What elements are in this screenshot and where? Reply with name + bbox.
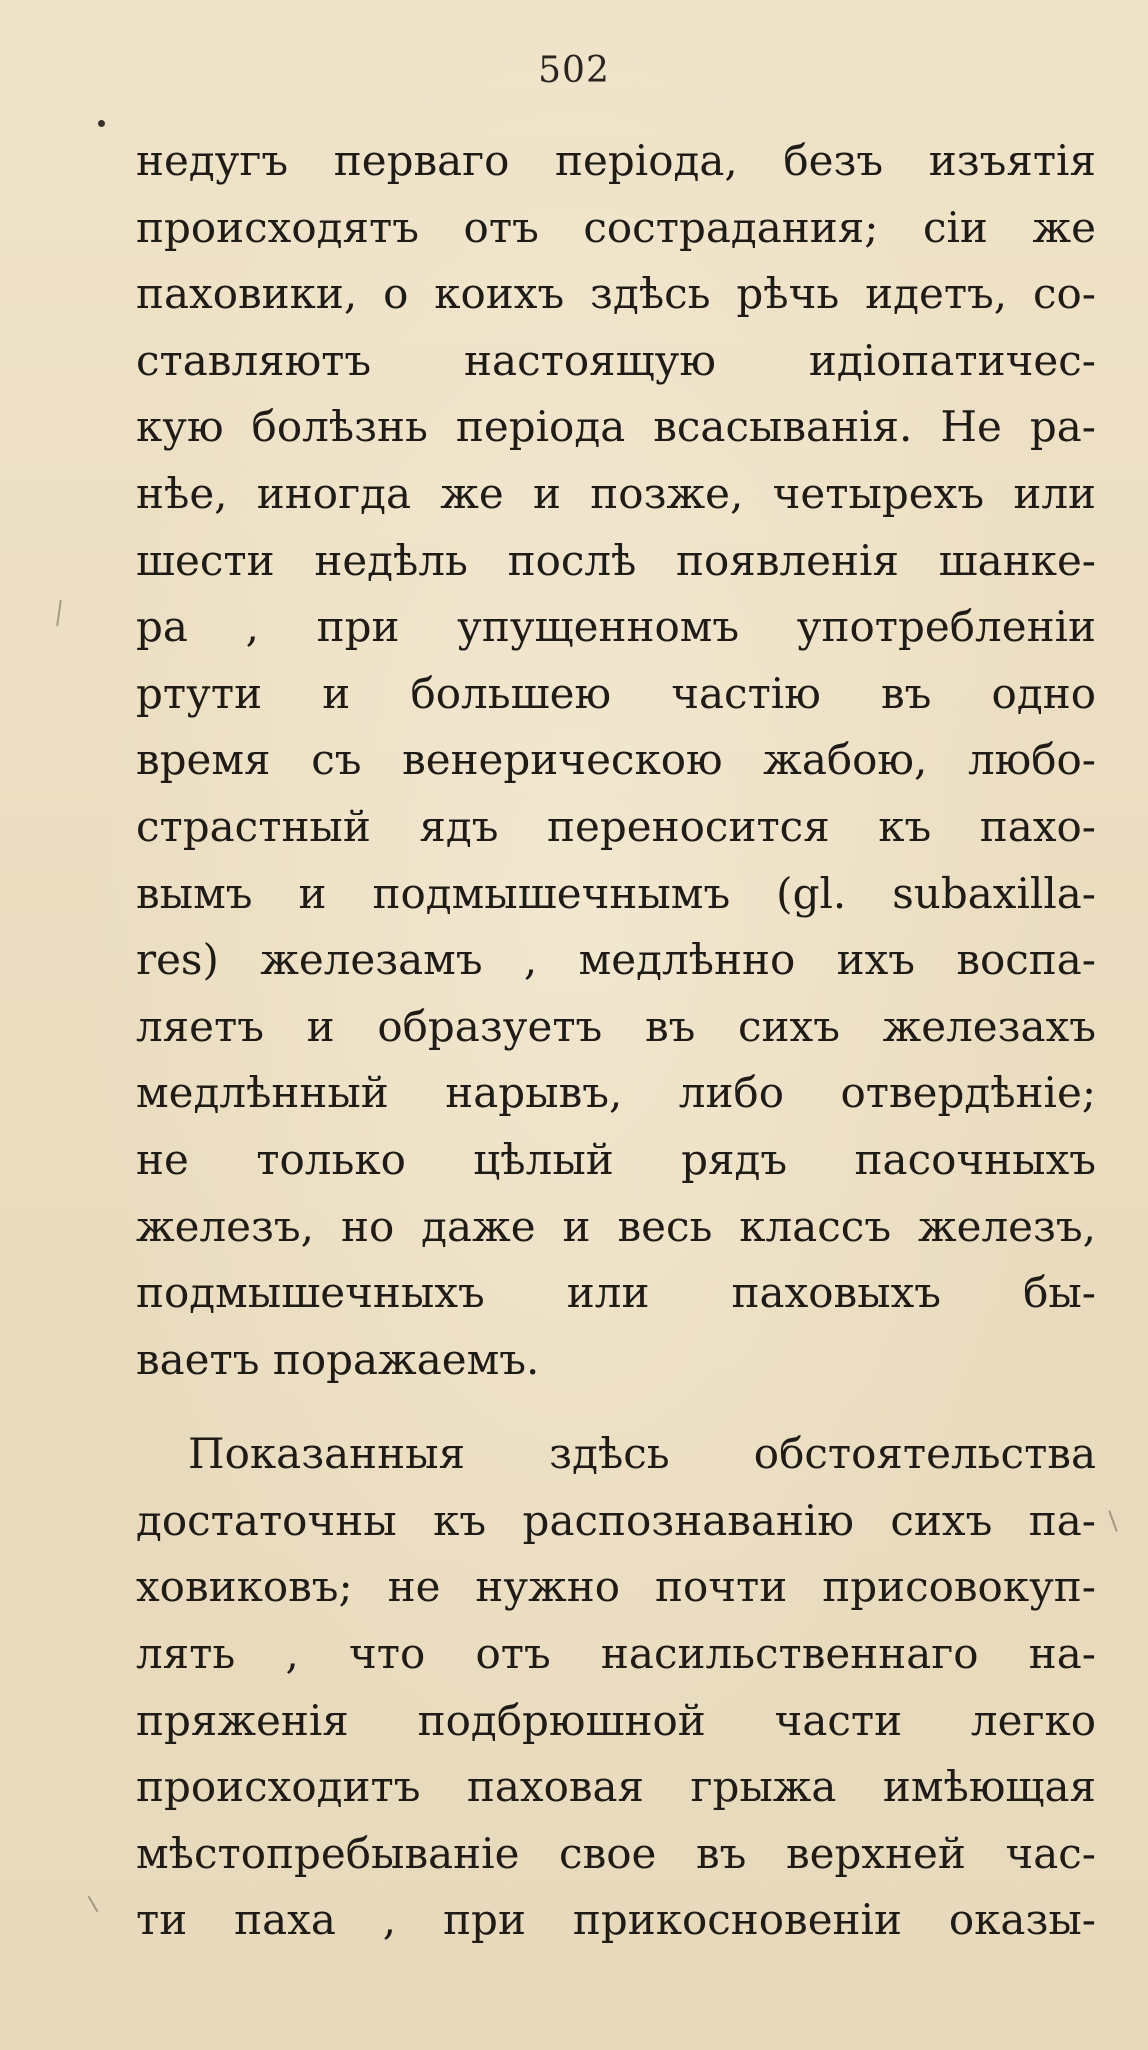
text-line: шести недѣль послѣ появленія шанке-	[136, 535, 1096, 585]
text-line: ставляютъ настоящую идіопатичес-	[136, 335, 1096, 385]
text-line: нѣе, иногда же и позже, четырехъ или	[136, 468, 1096, 518]
text-line: пряженія подбрюшной части легко	[136, 1695, 1096, 1745]
paragraph	[136, 1421, 1096, 1954]
text-line: происходитъ паховая грыжа имѣющая	[136, 1762, 1096, 1812]
page-number: 502	[538, 50, 610, 91]
text-line: достаточны къ распознаванію сихъ па-	[136, 1495, 1096, 1545]
text-line: вымъ и подмышечнымъ (gl. subaxilla-	[136, 868, 1096, 918]
paper-scratch	[88, 1896, 99, 1913]
text-line: ляетъ и образуетъ въ сихъ железахъ	[136, 1001, 1096, 1051]
text-line: мѣстопребываніе свое въ верхней час-	[136, 1828, 1096, 1878]
text-line: медлѣнный нарывъ, либо отвердѣніе;	[136, 1068, 1096, 1118]
text-line: паховики, о коихъ здѣсь рѣчь идетъ, со-	[136, 269, 1096, 319]
text-line: страстный ядъ переносится къ пахо-	[136, 801, 1096, 851]
text-line: кую болѣзнь періода всасыванія. Не ра-	[136, 402, 1096, 452]
text-line: res) железамъ , медлѣнно ихъ воспа-	[136, 935, 1096, 985]
text-line: подмышечныхъ или паховыхъ бы-	[136, 1268, 1096, 1318]
text-line: ховиковъ; не нужно почти присовокуп-	[136, 1562, 1096, 1612]
ink-speck	[98, 120, 105, 127]
text-line: не только цѣлый рядъ пасочныхъ	[136, 1134, 1096, 1184]
text-line: Показанныя здѣсь обстоятельства	[188, 1429, 1096, 1479]
text-line: недугъ перваго періода, безъ изъятія	[136, 136, 1096, 185]
paragraph	[136, 128, 1096, 1393]
text-line: ваетъ поражаемъ.	[136, 1334, 540, 1384]
text-line: ти паха , при прикосновеніи оказы-	[136, 1895, 1096, 1945]
paragraph-gap	[136, 1393, 1096, 1421]
paper-scratch	[56, 600, 62, 626]
text-line: происходятъ отъ сострадания; сіи же	[136, 202, 1096, 252]
text-line: ра , при упущенномъ употребленіи	[136, 602, 1096, 652]
body-text	[136, 128, 1096, 1954]
paper-scratch	[1108, 1510, 1117, 1531]
text-line: ртути и большею частію въ одно	[136, 668, 1096, 718]
text-line: железъ, но даже и весь классъ железъ,	[136, 1201, 1096, 1251]
text-line: лять , что отъ насильственнаго на-	[136, 1629, 1096, 1679]
text-line: время съ венерическою жабою, любо-	[136, 735, 1096, 785]
